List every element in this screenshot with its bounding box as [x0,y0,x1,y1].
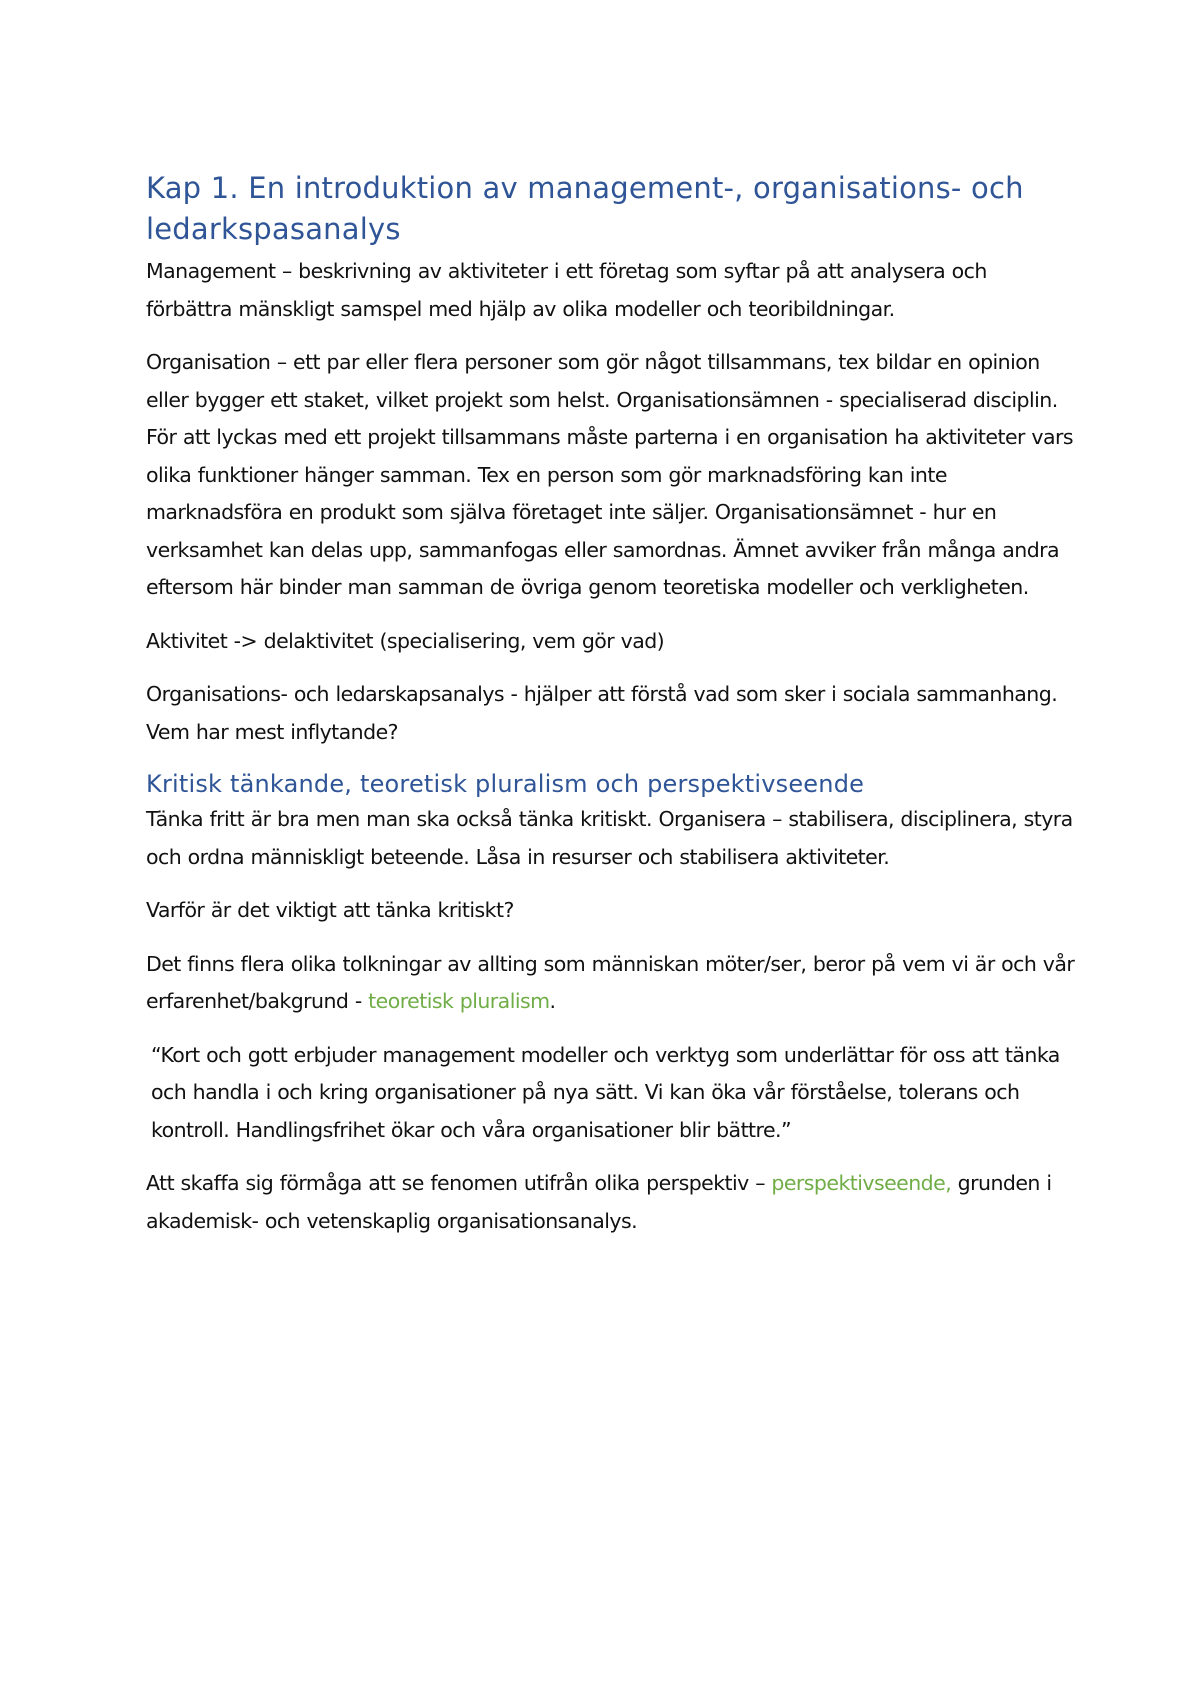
term-teoretisk-pluralism: teoretisk pluralism [368,989,550,1013]
perspektiv-text: Att skaffa sig förmåga att se fenomen utifrån olika perspektiv – [146,1171,772,1195]
paragraph-perspektiv [146,1165,1076,1240]
paragraph-analys: Organisations- och ledarskapsanalys - hjälper att förstå vad som sker i sociala sammanhang. Vem har mest inflytande? [146,682,1058,744]
document-body [146,168,1076,1256]
perspektiv-end: grunden i akademisk- och vetenskaplig organisationsanalys. [146,1171,1052,1233]
term-perspektivseende: perspektivseende, [771,1171,952,1195]
paragraph-tanka: Tänka fritt är bra men man ska också tänka kritiskt. Organisera – stabilisera, disciplinera, styra och ordna människligt beteende. Låsa in resurser och stabilisera aktiviteter. [146,807,1073,869]
paragraph-aktivitet: Aktivitet -> delaktivitet (specialisering, vem gör vad) [146,628,665,653]
section-heading-kritisk: Kritisk tänkande, teoretisk pluralism och perspektivseende [146,770,865,798]
paragraph-tolkningar [146,946,1076,1021]
chapter-heading: Kap 1. En introduktion av management-, organisations- och ledarkspasanalys [146,171,1024,246]
paragraph-quote: “Kort och gott erbjuder management modeller och verktyg som underlättar för oss att tänka och handla i och kring organisationer på nya sätt. Vi kan öka vår förståelse, tolerans och kontroll. Handlingsfrihet ökar och våra organisationer blir bättre.” [151,1042,1060,1142]
tolkningar-end: . [549,989,556,1013]
paragraph-management: Management – beskrivning av aktiviteter i ett företag som syftar på att analysera och förbättra mänskligt samspel med hjälp av olika modeller och teoribildningar. [146,259,987,321]
paragraph-organisation: Organisation – ett par eller flera personer som gör något tillsammans, tex bildar en opinion eller bygger ett staket, vilket projekt som helst. Organisationsämnen - specialiserad disciplin. För att lyckas med ett projekt tillsammans måste parterna i en organisation ha aktiviteter vars olika funktioner hänger samman. Tex en person som gör marknadsföring kan inte marknadsföra en produkt som själva företaget inte säljer. Organisationsämnet - hur en verksamhet kan delas upp, sammanfogas eller samordnas. Ämnet avviker från många andra eftersom här binder man samman de övriga genom teoretiska modeller och verkligheten. [146,350,1073,599]
tolkningar-text: Det finns flera olika tolkningar av allting som människan möter/ser, beror på vem vi är och vår erfarenhet/bakgrund - [146,951,1075,1013]
paragraph-varfor: Varför är det viktigt att tänka kritiskt? [146,898,514,922]
